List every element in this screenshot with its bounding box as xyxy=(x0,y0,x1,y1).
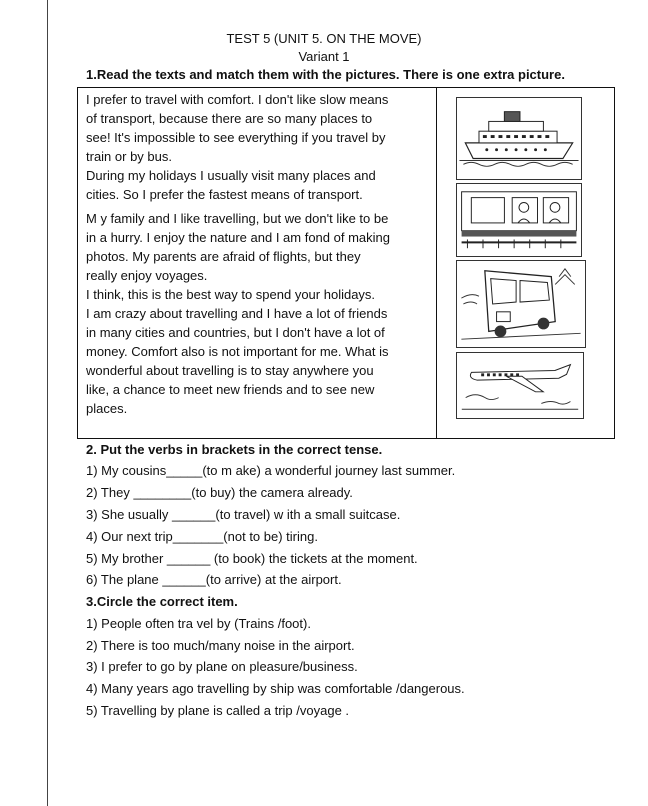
task1-box xyxy=(77,87,615,439)
text-line: I think, this is the best way to spend your holidays. xyxy=(86,287,376,302)
task3-item: 5) Travelling by plane is called a trip /voyage . xyxy=(86,703,350,718)
task2-item: 3) She usually ______(to travel) w ith a small suitcase. xyxy=(86,507,401,522)
text-line: During my holidays I usually visit many places and xyxy=(86,168,376,183)
text-line: money. Comfort also is not important for me. What is xyxy=(86,344,389,359)
column-divider xyxy=(436,88,437,438)
text-line: I am crazy about travelling and I have a lot of friends xyxy=(86,306,388,321)
task3-item: 3) I prefer to go by plane on pleasure/business. xyxy=(86,659,358,674)
task1-texts xyxy=(86,90,432,418)
task3-item: 4) Many years ago travelling by ship was comfortable /dangerous. xyxy=(86,681,465,696)
plane-picture xyxy=(456,352,584,419)
text-line: in many cities and countries, but I don't have a lot of xyxy=(86,325,385,340)
text-line: like, a chance to meet new friends and to see new xyxy=(86,382,375,397)
train-picture xyxy=(456,183,582,257)
task2-item: 2) They ________(to buy) the camera already. xyxy=(86,485,353,500)
test-title: TEST 5 (UNIT 5. ON THE MOVE) xyxy=(226,31,422,46)
text-line: photos. My parents are afraid of flights, but they xyxy=(86,249,361,264)
variant-label: Variant 1 xyxy=(298,49,350,64)
task2-item: 6) The plane ______(to arrive) at the airport. xyxy=(86,572,342,587)
task2-item: 5) My brother ______ (to book) the tickets at the moment. xyxy=(86,551,418,566)
task3-heading: 3.Circle the correct item. xyxy=(86,594,238,609)
task3-item: 2) There is too much/many noise in the airport. xyxy=(86,638,355,653)
text-line: M y family and I like travelling, but we don't like to be xyxy=(86,211,389,226)
text-line: really enjoy voyages. xyxy=(86,268,208,283)
text-line: cities. So I prefer the fastest means of transport. xyxy=(86,187,363,202)
task3-item: 1) People often tra vel by (Trains /foot). xyxy=(86,616,311,631)
text-line: in a hurry. I enjoy the nature and I am fond of making xyxy=(86,230,390,245)
text-line: of transport, because there are so many places to xyxy=(86,111,373,126)
page-margin-line xyxy=(47,0,48,806)
task2-heading: 2. Put the verbs in brackets in the correct tense. xyxy=(86,442,383,457)
text-line: see! It's impossible to see everything if you travel by xyxy=(86,130,386,145)
text-line: train or by bus. xyxy=(86,149,172,164)
task2-item: 1) My cousins_____(to m ake) a wonderful journey last summer. xyxy=(86,463,456,478)
bus-picture xyxy=(456,260,586,348)
task1-heading: 1.Read the texts and match them with the pictures. There is one extra picture. xyxy=(86,67,565,82)
text-line: wonderful about travelling is to stay anywhere you xyxy=(86,363,374,378)
ship-picture xyxy=(456,97,582,180)
text-line: I prefer to travel with comfort. I don't like slow means xyxy=(86,92,389,107)
task2-item: 4) Our next trip_______(not to be) tiring. xyxy=(86,529,318,544)
text-line: places. xyxy=(86,401,128,416)
